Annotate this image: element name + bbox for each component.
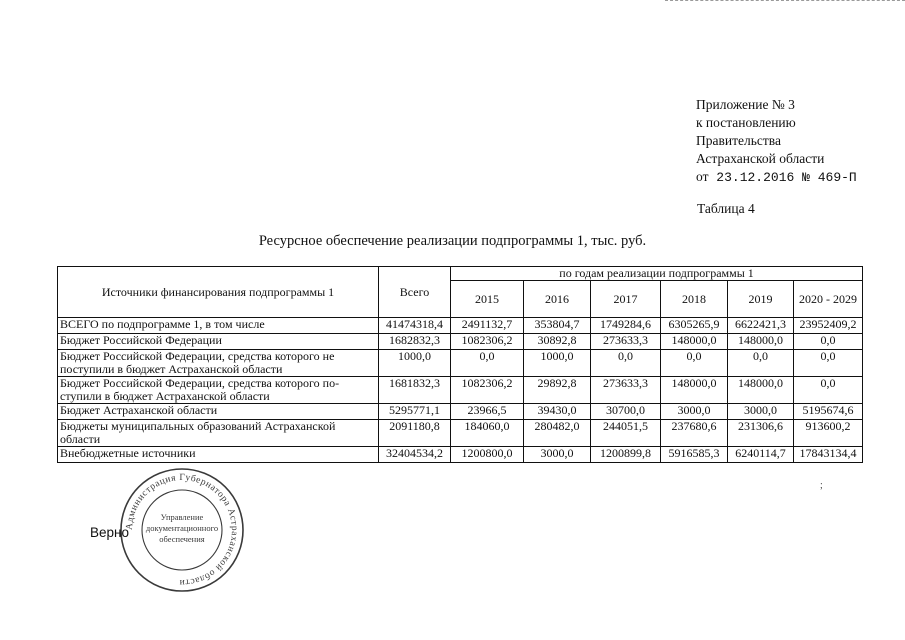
cell-value: 244051,5 xyxy=(591,420,661,447)
stamp-seal xyxy=(118,466,246,594)
row-label: Бюджет Российской Федерации xyxy=(58,334,379,350)
header-year: 2019 xyxy=(728,281,794,318)
stamp-center-line-1: Управление xyxy=(160,512,204,522)
stamp-center-line-2: документационного xyxy=(145,523,219,533)
cell-value: 0,0 xyxy=(661,350,728,377)
cell-value: 0,0 xyxy=(728,350,794,377)
table-row xyxy=(58,447,863,463)
cell-value: 913600,2 xyxy=(794,420,863,447)
appendix-line-1: Приложение № 3 xyxy=(696,97,795,112)
cell-value: 1200800,0 xyxy=(451,447,524,463)
cell-value: 3000,0 xyxy=(661,404,728,420)
cell-value: 148000,0 xyxy=(728,377,794,404)
cell-value: 273633,3 xyxy=(591,334,661,350)
cell-value: 0,0 xyxy=(451,350,524,377)
official-stamp xyxy=(118,466,246,594)
header-year: 2017 xyxy=(591,281,661,318)
cell-value: 148000,0 xyxy=(661,334,728,350)
header-by-years: по годам реализации подпрограммы 1 xyxy=(451,267,863,281)
header-year: 2018 xyxy=(661,281,728,318)
table-row xyxy=(58,318,863,334)
appendix-dateline xyxy=(696,168,857,187)
verno-mark: Верно xyxy=(90,525,129,540)
cell-value: 273633,3 xyxy=(591,377,661,404)
row-label: Бюджет Российской Федерации, средства которого по-ступили в бюджет Астраханской области xyxy=(58,377,379,404)
funding-table xyxy=(57,266,863,463)
row-label: Бюджет Астраханской области xyxy=(58,404,379,420)
cell-value: 0,0 xyxy=(794,334,863,350)
header-source: Источники финансирования подпрограммы 1 xyxy=(58,267,379,318)
stamp-ring-text: Администрация Губернатора Астраханской области xyxy=(124,472,240,588)
table-row xyxy=(58,404,863,420)
cell-value: 3000,0 xyxy=(524,447,591,463)
cell-value: 39430,0 xyxy=(524,404,591,420)
cell-value: 30700,0 xyxy=(591,404,661,420)
cell-value: 6240114,7 xyxy=(728,447,794,463)
cell-value: 231306,6 xyxy=(728,420,794,447)
appendix-line-3: Правительства xyxy=(696,133,781,148)
cell-total: 5295771,1 xyxy=(379,404,451,420)
cell-total: 1000,0 xyxy=(379,350,451,377)
cell-value: 353804,7 xyxy=(524,318,591,334)
table-row xyxy=(58,420,863,447)
cell-value: 237680,6 xyxy=(661,420,728,447)
header-total: Всего xyxy=(379,267,451,318)
cell-value: 1082306,2 xyxy=(451,377,524,404)
row-label: Бюджеты муниципальных образований Астраханской области xyxy=(58,420,379,447)
cell-value: 3000,0 xyxy=(728,404,794,420)
scan-edge-mark xyxy=(665,0,905,3)
cell-value: 23966,5 xyxy=(451,404,524,420)
table-row xyxy=(58,334,863,350)
cell-value: 5916585,3 xyxy=(661,447,728,463)
cell-value: 1749284,6 xyxy=(591,318,661,334)
appendix-line-4: Астраханской области xyxy=(696,151,825,166)
cell-value: 1000,0 xyxy=(524,350,591,377)
row-label: Бюджет Российской Федерации, средства которого не поступили в бюджет Астраханской области xyxy=(58,350,379,377)
header-year: 2020 - 2029 xyxy=(794,281,863,318)
appendix-line-2: к постановлению xyxy=(696,115,796,130)
table-row xyxy=(58,350,863,377)
header-year: 2015 xyxy=(451,281,524,318)
cell-total: 1682832,3 xyxy=(379,334,451,350)
cell-value: 6305265,9 xyxy=(661,318,728,334)
cell-value: 148000,0 xyxy=(661,377,728,404)
header-year: 2016 xyxy=(524,281,591,318)
cell-value: 0,0 xyxy=(794,350,863,377)
cell-value: 17843134,4 xyxy=(794,447,863,463)
row-label: ВСЕГО по подпрограмме 1, в том числе xyxy=(58,318,379,334)
cell-value: 184060,0 xyxy=(451,420,524,447)
cell-total: 32404534,2 xyxy=(379,447,451,463)
cell-value: 1082306,2 xyxy=(451,334,524,350)
cell-value: 0,0 xyxy=(591,350,661,377)
cell-value: 1200899,8 xyxy=(591,447,661,463)
document-title: Ресурсное обеспечение реализации подпрограммы 1, тыс. руб. xyxy=(258,233,647,249)
cell-value: 0,0 xyxy=(794,377,863,404)
cell-value: 280482,0 xyxy=(524,420,591,447)
stamp-center-line-3: обеспечения xyxy=(159,534,205,544)
table-row xyxy=(58,377,863,404)
appendix-block xyxy=(696,96,857,187)
cell-total: 41474318,4 xyxy=(379,318,451,334)
table-number: Таблица 4 xyxy=(697,201,755,216)
cell-total: 1681832,3 xyxy=(379,377,451,404)
cell-value: 30892,8 xyxy=(524,334,591,350)
row-label: Внебюджетные источники xyxy=(58,447,379,463)
date-prefix: от xyxy=(696,169,709,184)
cell-value: 148000,0 xyxy=(728,334,794,350)
scan-speck: ; xyxy=(820,480,823,491)
cell-value: 6622421,3 xyxy=(728,318,794,334)
date-value: 23.12.2016 № 469-П xyxy=(716,170,857,185)
cell-value: 5195674,6 xyxy=(794,404,863,420)
cell-value: 2491132,7 xyxy=(451,318,524,334)
cell-value: 29892,8 xyxy=(524,377,591,404)
cell-total: 2091180,8 xyxy=(379,420,451,447)
cell-value: 23952409,2 xyxy=(794,318,863,334)
